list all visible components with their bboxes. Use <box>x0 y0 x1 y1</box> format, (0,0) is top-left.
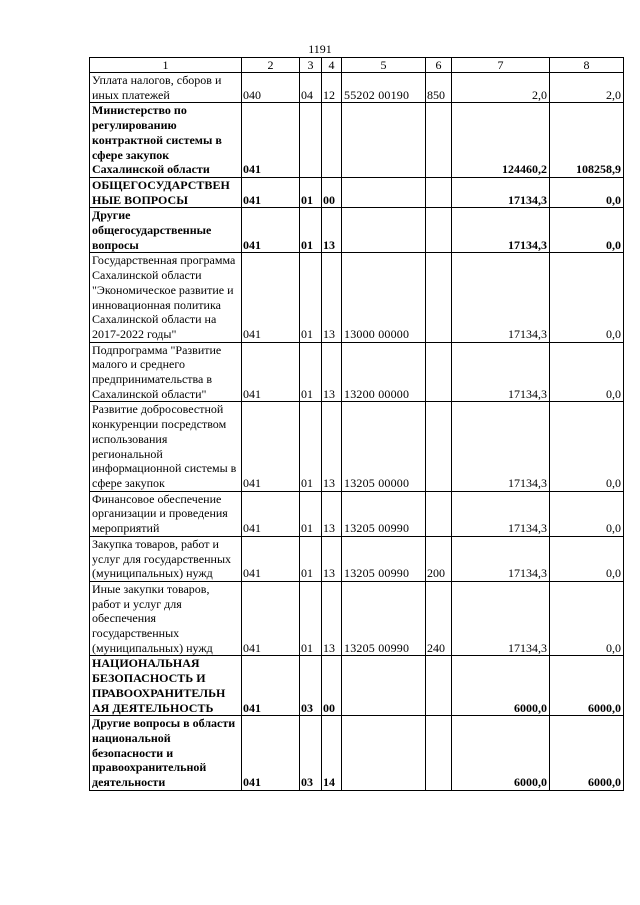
row-subsection: 00 <box>322 177 342 207</box>
row-name: Подпрограмма "Развитие малого и среднего предпринимательства в Сахалинской области" <box>90 342 242 402</box>
row-amount-col8: 6000,0 <box>550 716 624 791</box>
row-grbs: 041 <box>242 581 300 656</box>
row-section: 01 <box>300 177 322 207</box>
row-expense-type <box>426 208 452 253</box>
row-name: Другие вопросы в области национальной безопасности и правоохранительной деятельности <box>90 716 242 791</box>
header-col-4: 4 <box>322 58 342 73</box>
row-section: 01 <box>300 208 322 253</box>
row-name: НАЦИОНАЛЬНАЯ БЕЗОПАСНОСТЬ И ПРАВООХРАНИТЕЛЬН АЯ ДЕЯТЕЛЬНОСТЬ <box>90 656 242 716</box>
row-subsection: 13 <box>322 208 342 253</box>
row-amount-col7: 17134,3 <box>452 402 550 491</box>
row-subsection: 13 <box>322 342 342 402</box>
row-expense-type: 200 <box>426 536 452 581</box>
row-expense-type <box>426 716 452 791</box>
header-col-7: 7 <box>452 58 550 73</box>
row-amount-col8: 0,0 <box>550 402 624 491</box>
header-col-6: 6 <box>426 58 452 73</box>
row-name: Другие общегосударственные вопросы <box>90 208 242 253</box>
header-col-5: 5 <box>342 58 426 73</box>
row-amount-col7: 17134,3 <box>452 177 550 207</box>
table-row <box>90 253 624 342</box>
row-amount-col7: 17134,3 <box>452 253 550 342</box>
row-grbs: 041 <box>242 342 300 402</box>
row-grbs: 041 <box>242 208 300 253</box>
row-name: Иные закупки товаров, работ и услуг для обеспечения государственных (муниципальных) нужд <box>90 581 242 656</box>
table-row <box>90 656 624 716</box>
table-row <box>90 177 624 207</box>
row-target-article <box>342 716 426 791</box>
row-target-article <box>342 656 426 716</box>
row-amount-col7: 17134,3 <box>452 581 550 656</box>
row-amount-col7: 6000,0 <box>452 716 550 791</box>
row-section: 03 <box>300 656 322 716</box>
table-body <box>90 73 624 791</box>
row-grbs: 041 <box>242 177 300 207</box>
row-grbs: 041 <box>242 103 300 178</box>
row-section: 03 <box>300 716 322 791</box>
row-amount-col8: 0,0 <box>550 253 624 342</box>
row-section: 01 <box>300 581 322 656</box>
table-row <box>90 581 624 656</box>
row-amount-col8: 6000,0 <box>550 656 624 716</box>
row-section: 01 <box>300 342 322 402</box>
row-amount-col8: 0,0 <box>550 342 624 402</box>
row-amount-col8: 0,0 <box>550 208 624 253</box>
row-subsection: 13 <box>322 253 342 342</box>
row-expense-type <box>426 656 452 716</box>
row-grbs: 040 <box>242 73 300 103</box>
row-amount-col7: 17134,3 <box>452 208 550 253</box>
row-name: Закупка товаров, работ и услуг для государственных (муниципальных) нужд <box>90 536 242 581</box>
row-grbs: 041 <box>242 716 300 791</box>
row-amount-col7: 17134,3 <box>452 491 550 536</box>
row-subsection: 00 <box>322 656 342 716</box>
table-row <box>90 208 624 253</box>
table-row <box>90 402 624 491</box>
row-expense-type <box>426 253 452 342</box>
row-subsection: 13 <box>322 536 342 581</box>
row-section <box>300 103 322 178</box>
row-amount-col7: 6000,0 <box>452 656 550 716</box>
header-col-1: 1 <box>90 58 242 73</box>
budget-table <box>89 57 624 791</box>
row-grbs: 041 <box>242 491 300 536</box>
header-col-2: 2 <box>242 58 300 73</box>
row-target-article <box>342 208 426 253</box>
row-expense-type <box>426 342 452 402</box>
page-number: 1191 <box>308 42 332 56</box>
row-amount-col8: 108258,9 <box>550 103 624 178</box>
row-amount-col7: 17134,3 <box>452 536 550 581</box>
table-row <box>90 716 624 791</box>
row-name: Уплата налогов, сборов и иных платежей <box>90 73 242 103</box>
row-name: Развитие добросовестной конкуренции посредством использования региональной информационной системы в сфере закупок <box>90 402 242 491</box>
row-amount-col8: 0,0 <box>550 491 624 536</box>
row-grbs: 041 <box>242 536 300 581</box>
row-target-article: 55202 00190 <box>342 73 426 103</box>
header-row <box>90 58 624 73</box>
row-expense-type <box>426 491 452 536</box>
row-grbs: 041 <box>242 253 300 342</box>
row-subsection: 13 <box>322 491 342 536</box>
row-target-article: 13205 00000 <box>342 402 426 491</box>
row-expense-type: 240 <box>426 581 452 656</box>
row-target-article: 13200 00000 <box>342 342 426 402</box>
row-name: Министерство по регулированию контрактной системы в сфере закупок Сахалинской области <box>90 103 242 178</box>
header-col-3: 3 <box>300 58 322 73</box>
row-expense-type <box>426 402 452 491</box>
table-row <box>90 103 624 178</box>
row-subsection: 13 <box>322 402 342 491</box>
row-amount-col7: 124460,2 <box>452 103 550 178</box>
row-amount-col8: 0,0 <box>550 536 624 581</box>
row-subsection: 12 <box>322 73 342 103</box>
row-expense-type <box>426 103 452 178</box>
row-expense-type <box>426 177 452 207</box>
row-target-article: 13000 00000 <box>342 253 426 342</box>
table-row <box>90 491 624 536</box>
row-amount-col8: 0,0 <box>550 177 624 207</box>
row-subsection: 13 <box>322 581 342 656</box>
row-amount-col8: 0,0 <box>550 581 624 656</box>
row-section: 01 <box>300 536 322 581</box>
row-expense-type: 850 <box>426 73 452 103</box>
row-grbs: 041 <box>242 402 300 491</box>
row-amount-col7: 17134,3 <box>452 342 550 402</box>
row-target-article <box>342 103 426 178</box>
table-row <box>90 342 624 402</box>
row-name: Финансовое обеспечение организации и проведения мероприятий <box>90 491 242 536</box>
header-col-8: 8 <box>550 58 624 73</box>
table-row <box>90 73 624 103</box>
row-name: ОБЩЕГОСУДАРСТВЕН НЫЕ ВОПРОСЫ <box>90 177 242 207</box>
row-amount-col7: 2,0 <box>452 73 550 103</box>
row-section: 04 <box>300 73 322 103</box>
row-section: 01 <box>300 491 322 536</box>
row-target-article: 13205 00990 <box>342 491 426 536</box>
row-target-article: 13205 00990 <box>342 536 426 581</box>
row-name: Государственная программа Сахалинской области "Экономическое развитие и инновационная политика Сахалинской области на 2017-2022 годы" <box>90 253 242 342</box>
row-section: 01 <box>300 402 322 491</box>
row-grbs: 041 <box>242 656 300 716</box>
row-subsection: 14 <box>322 716 342 791</box>
row-amount-col8: 2,0 <box>550 73 624 103</box>
table-row <box>90 536 624 581</box>
row-subsection <box>322 103 342 178</box>
row-target-article <box>342 177 426 207</box>
row-section: 01 <box>300 253 322 342</box>
row-target-article: 13205 00990 <box>342 581 426 656</box>
